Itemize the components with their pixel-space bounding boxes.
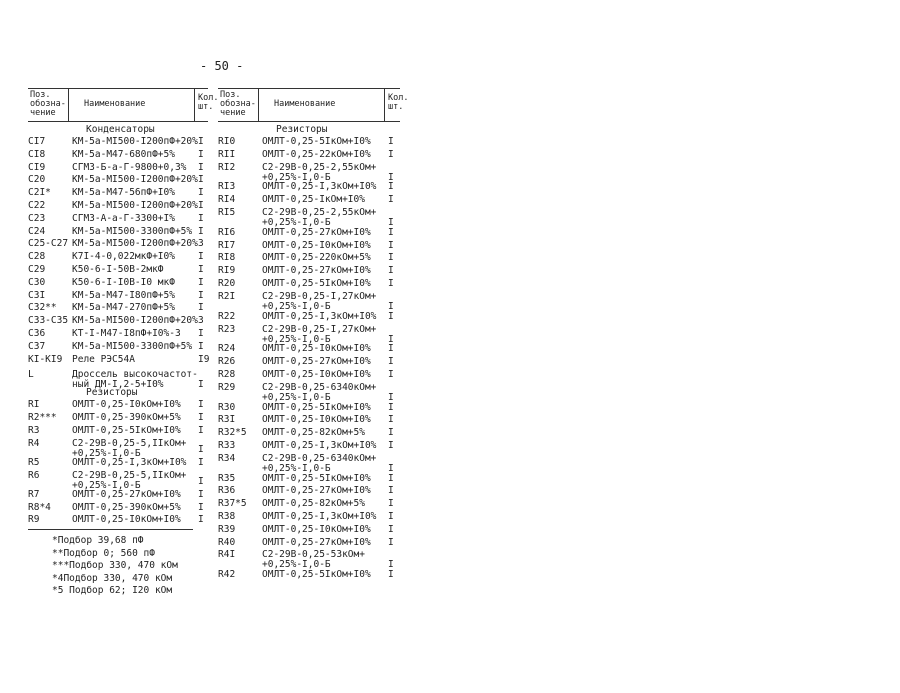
table-row bbox=[28, 174, 208, 185]
row-position: R40 bbox=[218, 536, 236, 548]
row-name: ОМЛТ-0,25-I0кОм+I0% bbox=[262, 523, 371, 535]
row-name-cont: +0,25%-I,0-Б bbox=[262, 333, 331, 345]
row-qty: I bbox=[388, 462, 394, 474]
table-row bbox=[28, 399, 208, 410]
row-name: ОМЛТ-0,25-27кОм+I0% bbox=[262, 356, 371, 368]
table-row bbox=[28, 437, 208, 459]
row-name: К50-6-I-I0В-I0 мкФ bbox=[72, 276, 175, 288]
row-qty: 3 bbox=[198, 238, 204, 250]
table-row bbox=[28, 328, 208, 339]
row-position: C28 bbox=[28, 251, 46, 263]
table-row bbox=[218, 537, 400, 548]
table-row bbox=[218, 343, 400, 354]
header-qty: Кол. шт. bbox=[388, 93, 409, 112]
table-row bbox=[218, 227, 400, 238]
row-qty: I bbox=[388, 414, 394, 426]
row-qty: I bbox=[388, 485, 394, 497]
row-name: КМ-5а-М47-680пФ+5% bbox=[72, 148, 175, 160]
row-name: ОМЛТ-0,25-27кОм+I0% bbox=[262, 265, 371, 277]
row-name-cont: +0,25%-I,0-Б bbox=[262, 300, 331, 312]
row-qty: I bbox=[388, 368, 394, 380]
row-position: CI7 bbox=[28, 136, 46, 147]
row-position: R33 bbox=[218, 440, 236, 451]
table-row bbox=[218, 194, 400, 205]
table-row bbox=[218, 311, 400, 322]
row-position: R23 bbox=[218, 323, 236, 335]
row-position: C22 bbox=[28, 200, 46, 211]
row-qty: I9 bbox=[198, 353, 210, 365]
row-position: R9 bbox=[28, 514, 40, 526]
table-row bbox=[218, 207, 400, 229]
row-name: С2-29В-0,25-I,27кОм+ bbox=[262, 323, 377, 335]
row-name: ОМЛТ-0,25-I,3кОм+I0% bbox=[262, 440, 377, 451]
row-name-cont: +0,25%-I,0-Б bbox=[72, 447, 141, 459]
row-name: К7I-4-0,022мкФ+I0% bbox=[72, 251, 175, 263]
row-position: RI bbox=[28, 399, 40, 411]
row-name: ОМЛТ-0,25-5IкОм+I0% bbox=[262, 569, 371, 581]
row-qty: I bbox=[198, 161, 204, 173]
table-row bbox=[28, 412, 208, 423]
row-name-cont: +0,25%-I,0-Б bbox=[262, 462, 331, 474]
row-qty: I bbox=[198, 302, 204, 314]
table-row bbox=[218, 278, 400, 289]
table-row bbox=[28, 425, 208, 436]
row-position: C3I bbox=[28, 289, 46, 301]
header-pos: Поз. обозна- чение bbox=[220, 90, 256, 118]
row-qty: I bbox=[198, 399, 204, 411]
row-name: ОМЛТ-0,25-5IкОм+I0% bbox=[262, 136, 371, 147]
table-row bbox=[218, 498, 400, 509]
row-name: КМ-5а-М47-56пФ+I0% bbox=[72, 187, 175, 199]
table-row bbox=[28, 502, 208, 513]
row-qty: I bbox=[198, 456, 204, 468]
row-name-cont: +0,25%-I,0-Б bbox=[262, 171, 331, 183]
row-qty: I bbox=[198, 251, 204, 263]
row-name: ОМЛТ-0,25-27кОм+I0% bbox=[262, 485, 371, 497]
row-position: C33-C35 bbox=[28, 315, 69, 327]
table-row bbox=[218, 381, 400, 403]
section-heading: Резисторы bbox=[86, 387, 138, 399]
row-qty: I bbox=[198, 276, 204, 288]
table-row bbox=[28, 149, 208, 160]
table-row bbox=[218, 473, 400, 484]
footnote: **Подбор 0; 560 пФ bbox=[52, 547, 155, 559]
row-name: КМ-5а-МI500-I200пФ+20% bbox=[72, 136, 198, 147]
row-name-cont: +0,25%-I,0-Б bbox=[262, 559, 331, 571]
row-position: C23 bbox=[28, 212, 46, 224]
row-position: R35 bbox=[218, 472, 236, 484]
row-qty: I bbox=[198, 340, 204, 352]
row-position: RI7 bbox=[218, 239, 236, 251]
row-name: КМ-5а-М47-270пФ+5% bbox=[72, 302, 175, 314]
row-position: R7 bbox=[28, 488, 40, 500]
row-name: ОМЛТ-0,25-I0кОм+I0% bbox=[262, 239, 371, 251]
row-qty: I bbox=[388, 440, 394, 451]
table-row bbox=[218, 265, 400, 276]
row-qty: I bbox=[388, 300, 394, 312]
row-name: ОМЛТ-0,25-27кОм+I0% bbox=[262, 226, 371, 238]
row-name: ОМЛТ-0,25-I,3кОм+I0% bbox=[262, 181, 377, 193]
row-position: R26 bbox=[218, 356, 236, 368]
row-qty: I bbox=[198, 174, 204, 186]
row-qty: I bbox=[388, 343, 394, 355]
row-position: C29 bbox=[28, 264, 46, 275]
row-qty: I bbox=[388, 252, 394, 264]
row-qty: I bbox=[388, 391, 394, 403]
table-top-rule bbox=[28, 88, 208, 89]
row-name: Реле РЭС54А bbox=[72, 353, 135, 365]
table-row bbox=[218, 136, 400, 147]
table-row bbox=[28, 315, 208, 326]
row-position: R20 bbox=[218, 278, 236, 290]
row-qty: I bbox=[388, 569, 394, 581]
row-qty: I bbox=[388, 401, 394, 413]
row-qty: I bbox=[388, 333, 394, 345]
row-qty: I bbox=[388, 511, 394, 523]
header-divider-pos bbox=[68, 88, 69, 121]
row-position: R42 bbox=[218, 569, 236, 581]
row-qty: I bbox=[198, 148, 204, 160]
footnote: *5 Подбор 62; I20 кОм bbox=[52, 585, 173, 597]
row-name: С2-29В-0,25-5,IIкОм+ bbox=[72, 469, 187, 481]
row-qty: I bbox=[198, 212, 204, 224]
table-row bbox=[218, 511, 400, 522]
footnote: *4Подбор 330, 470 кОм bbox=[52, 572, 173, 584]
header-name: Наименование bbox=[274, 99, 336, 109]
table-row bbox=[28, 264, 208, 275]
header-pos: Поз. обозна- чение bbox=[30, 90, 66, 118]
row-position: C37 bbox=[28, 340, 46, 352]
row-position: C2I* bbox=[28, 187, 51, 199]
row-qty: I bbox=[388, 472, 394, 484]
row-qty: I bbox=[388, 498, 394, 510]
row-position: RII bbox=[218, 148, 236, 160]
row-qty: I bbox=[388, 148, 394, 160]
row-position: RI3 bbox=[218, 181, 236, 193]
row-qty: I bbox=[388, 278, 394, 290]
row-qty: I bbox=[388, 536, 394, 548]
row-qty: I bbox=[198, 443, 204, 455]
row-position: C20 bbox=[28, 174, 46, 186]
table-row bbox=[218, 161, 400, 183]
table-row bbox=[218, 369, 400, 380]
row-position: RI9 bbox=[218, 265, 236, 277]
row-qty: I bbox=[388, 226, 394, 238]
row-name: С2-29В-0,25-2,55кОм+ bbox=[262, 207, 377, 219]
row-name: ОМЛТ-0,25-390кОм+5% bbox=[72, 501, 181, 513]
row-position: C24 bbox=[28, 225, 46, 237]
row-position: KI-KI9 bbox=[28, 353, 63, 365]
table-row bbox=[28, 213, 208, 224]
table-row bbox=[218, 402, 400, 413]
table-row bbox=[28, 457, 208, 468]
row-name: ОМЛТ-0,25-5IкОм+I0% bbox=[72, 424, 181, 436]
row-position: R30 bbox=[218, 401, 236, 413]
row-name: ОМЛТ-0,25-I0кОм+I0% bbox=[262, 343, 371, 355]
row-qty: I bbox=[388, 523, 394, 535]
table-row bbox=[28, 277, 208, 288]
row-position: C30 bbox=[28, 276, 46, 288]
table-row bbox=[218, 440, 400, 451]
table-row bbox=[28, 489, 208, 500]
table-top-rule bbox=[218, 88, 400, 89]
row-name: С2-29В-0,25-5,IIкОм+ bbox=[72, 437, 187, 449]
header-divider-qty bbox=[194, 88, 195, 121]
row-name: КМ-5а-МI500-I200пФ+20% bbox=[72, 174, 198, 186]
table-row bbox=[218, 240, 400, 251]
row-name: СГМ3-Б-а-Г-9800+0,3% bbox=[72, 161, 187, 173]
row-name-cont: ный ДМ-I,2-5+I0% bbox=[72, 379, 164, 391]
footnote: *Подбор 39,68 пФ bbox=[52, 535, 144, 547]
row-qty: I bbox=[198, 264, 204, 275]
table-row bbox=[218, 569, 400, 580]
table-row bbox=[218, 149, 400, 160]
row-position: R39 bbox=[218, 523, 236, 535]
row-qty: I bbox=[198, 225, 204, 237]
table-row bbox=[28, 354, 208, 365]
section-heading: Резисторы bbox=[276, 124, 328, 135]
row-name: КТ-I-М47-I8пФ+I0%-3 bbox=[72, 328, 181, 339]
row-position: C25-C27 bbox=[28, 238, 69, 250]
row-name: СГМ3-А-а-Г-3300+I% bbox=[72, 212, 175, 224]
row-qty: I bbox=[388, 194, 394, 206]
row-position: RI2 bbox=[218, 161, 236, 173]
row-position: R37*5 bbox=[218, 498, 247, 510]
row-position: R29 bbox=[218, 381, 236, 393]
row-name: ОМЛТ-0,25-82кОм+5% bbox=[262, 427, 365, 439]
row-qty: 3 bbox=[198, 315, 204, 327]
row-name: ОМЛТ-0,25-I0кОм+I0% bbox=[72, 514, 181, 526]
table-row bbox=[28, 514, 208, 525]
table-row bbox=[28, 238, 208, 249]
row-qty: I bbox=[198, 187, 204, 199]
row-name: ОМЛТ-0,25-I,3кОм+I0% bbox=[262, 310, 377, 322]
header-name: Наименование bbox=[84, 99, 146, 109]
row-name: ОМЛТ-0,25-I0кОм+I0% bbox=[262, 414, 371, 426]
row-name: КМ-5а-МI500-3300пФ+5% bbox=[72, 225, 193, 237]
row-qty: I bbox=[198, 328, 204, 339]
row-position: R2I bbox=[218, 290, 236, 302]
table-row bbox=[28, 226, 208, 237]
row-position: RI8 bbox=[218, 252, 236, 264]
row-qty: I bbox=[198, 424, 204, 436]
row-name: ОМЛТ-0,25-220кОм+5% bbox=[262, 252, 371, 264]
table-row bbox=[218, 323, 400, 345]
row-name: С2-29В-0,25-6340кОм+ bbox=[262, 452, 377, 464]
row-qty: I bbox=[198, 412, 204, 424]
row-name: ОМЛТ-0,25-I,3кОм+I0% bbox=[72, 456, 187, 468]
row-qty: I bbox=[388, 356, 394, 368]
row-position: R36 bbox=[218, 485, 236, 497]
table-row bbox=[28, 251, 208, 262]
row-position: L bbox=[28, 369, 34, 381]
row-name: ОМЛТ-0,25-27кОм+I0% bbox=[262, 536, 371, 548]
table-row bbox=[218, 485, 400, 496]
header-bottom-rule bbox=[28, 121, 208, 122]
row-position: R6 bbox=[28, 469, 40, 481]
row-name: ОМЛТ-0,25-27кОм+I0% bbox=[72, 488, 181, 500]
row-name: КМ-5а-МI500-I200пФ+20% bbox=[72, 315, 198, 327]
row-qty: I bbox=[388, 427, 394, 439]
row-name-cont: +0,25%-I,0-Б bbox=[72, 479, 141, 491]
footnote-rule bbox=[28, 529, 193, 530]
table-row bbox=[28, 162, 208, 173]
row-qty: I bbox=[388, 181, 394, 193]
row-name: ОМЛТ-0,25-IкОм+I0% bbox=[262, 194, 365, 206]
row-name: КМ-5а-МI500-I200пФ+20% bbox=[72, 238, 198, 250]
header-divider-pos bbox=[258, 88, 259, 121]
table-row bbox=[218, 290, 400, 312]
row-name: Дроссель высокочастот- bbox=[72, 369, 198, 381]
table-row bbox=[218, 549, 400, 571]
row-position: C36 bbox=[28, 328, 46, 339]
row-qty: I bbox=[388, 171, 394, 183]
row-position: R22 bbox=[218, 310, 236, 322]
row-qty: I bbox=[198, 475, 204, 487]
row-name: ОМЛТ-0,25-I0кОм+I0% bbox=[72, 399, 181, 411]
row-qty: I bbox=[198, 488, 204, 500]
row-position: R4 bbox=[28, 437, 40, 449]
row-position: RI4 bbox=[218, 194, 236, 206]
row-name: ОМЛТ-0,25-I0кОм+I0% bbox=[262, 368, 371, 380]
row-position: CI8 bbox=[28, 148, 46, 160]
row-qty: I bbox=[198, 501, 204, 513]
row-position: R3I bbox=[218, 414, 236, 426]
header-bottom-rule bbox=[218, 121, 400, 122]
row-name: К50-6-I-50В-2мкФ bbox=[72, 264, 164, 275]
section-heading: Конденсаторы bbox=[86, 124, 155, 135]
row-qty: I bbox=[198, 379, 204, 391]
row-position: R3 bbox=[28, 424, 40, 436]
row-name: ОМЛТ-0,25-I,3кОм+I0% bbox=[262, 511, 377, 523]
table-row bbox=[218, 181, 400, 192]
row-qty: I bbox=[388, 310, 394, 322]
row-position: R5 bbox=[28, 456, 40, 468]
row-name-cont: +0,25%-I,0-Б bbox=[262, 217, 331, 229]
row-position: R24 bbox=[218, 343, 236, 355]
row-position: R32*5 bbox=[218, 427, 247, 439]
row-qty: I bbox=[388, 265, 394, 277]
header-qty: Кол. шт. bbox=[198, 93, 219, 112]
page-number: - 50 - bbox=[200, 59, 244, 73]
row-name: КМ-5а-МI500-I200пФ+20% bbox=[72, 200, 198, 211]
row-qty: I bbox=[198, 136, 204, 147]
row-name: ОМЛТ-0,25-390кОм+5% bbox=[72, 412, 181, 424]
table-row bbox=[28, 469, 208, 491]
row-position: CI9 bbox=[28, 161, 46, 173]
row-qty: I bbox=[388, 217, 394, 229]
row-name-cont: +0,25%-I,0-Б bbox=[262, 391, 331, 403]
row-position: R38 bbox=[218, 511, 236, 523]
table-row bbox=[28, 290, 208, 301]
row-position: R2*** bbox=[28, 412, 57, 424]
row-qty: I bbox=[198, 514, 204, 526]
header-divider-qty bbox=[384, 88, 385, 121]
row-qty: I bbox=[388, 136, 394, 147]
table-row bbox=[28, 200, 208, 211]
table-row bbox=[218, 356, 400, 367]
row-position: R8*4 bbox=[28, 501, 51, 513]
row-name: ОМЛТ-0,25-5IкОм+I0% bbox=[262, 472, 371, 484]
row-name: С2-29В-0,25-2,55кОм+ bbox=[262, 161, 377, 173]
row-position: R28 bbox=[218, 368, 236, 380]
row-name: С2-29В-0,25-53кОм+ bbox=[262, 549, 365, 561]
row-position: RI6 bbox=[218, 226, 236, 238]
table-row bbox=[28, 136, 208, 147]
table-row bbox=[218, 427, 400, 438]
table-row bbox=[28, 187, 208, 198]
table-row bbox=[28, 341, 208, 352]
table-row bbox=[218, 524, 400, 535]
row-name: КМ-5а-М47-I80пФ+5% bbox=[72, 289, 175, 301]
table-row bbox=[218, 414, 400, 425]
row-qty: I bbox=[388, 239, 394, 251]
row-qty: I bbox=[198, 200, 204, 211]
row-position: R4I bbox=[218, 549, 236, 561]
table-row bbox=[218, 252, 400, 263]
row-name: ОМЛТ-0,25-5IкОм+I0% bbox=[262, 401, 371, 413]
row-name: КМ-5а-МI500-3300пФ+5% bbox=[72, 340, 193, 352]
table-row bbox=[28, 302, 208, 313]
row-position: RI5 bbox=[218, 207, 236, 219]
row-name: ОМЛТ-0,25-82кОм+5% bbox=[262, 498, 365, 510]
row-position: R34 bbox=[218, 452, 236, 464]
row-name: ОМЛТ-0,25-22кОм+I0% bbox=[262, 148, 371, 160]
row-name: ОМЛТ-0,25-5IкОм+I0% bbox=[262, 278, 371, 290]
row-position: C32** bbox=[28, 302, 57, 314]
row-name: С2-29В-0,25-6340кОм+ bbox=[262, 381, 377, 393]
table-row bbox=[28, 369, 208, 391]
row-qty: I bbox=[388, 559, 394, 571]
row-position: RI0 bbox=[218, 136, 236, 147]
table-row bbox=[218, 452, 400, 474]
row-name: С2-29В-0,25-I,27кОм+ bbox=[262, 290, 377, 302]
row-qty: I bbox=[198, 289, 204, 301]
footnote: ***Подбор 330, 470 кОм bbox=[52, 560, 178, 572]
